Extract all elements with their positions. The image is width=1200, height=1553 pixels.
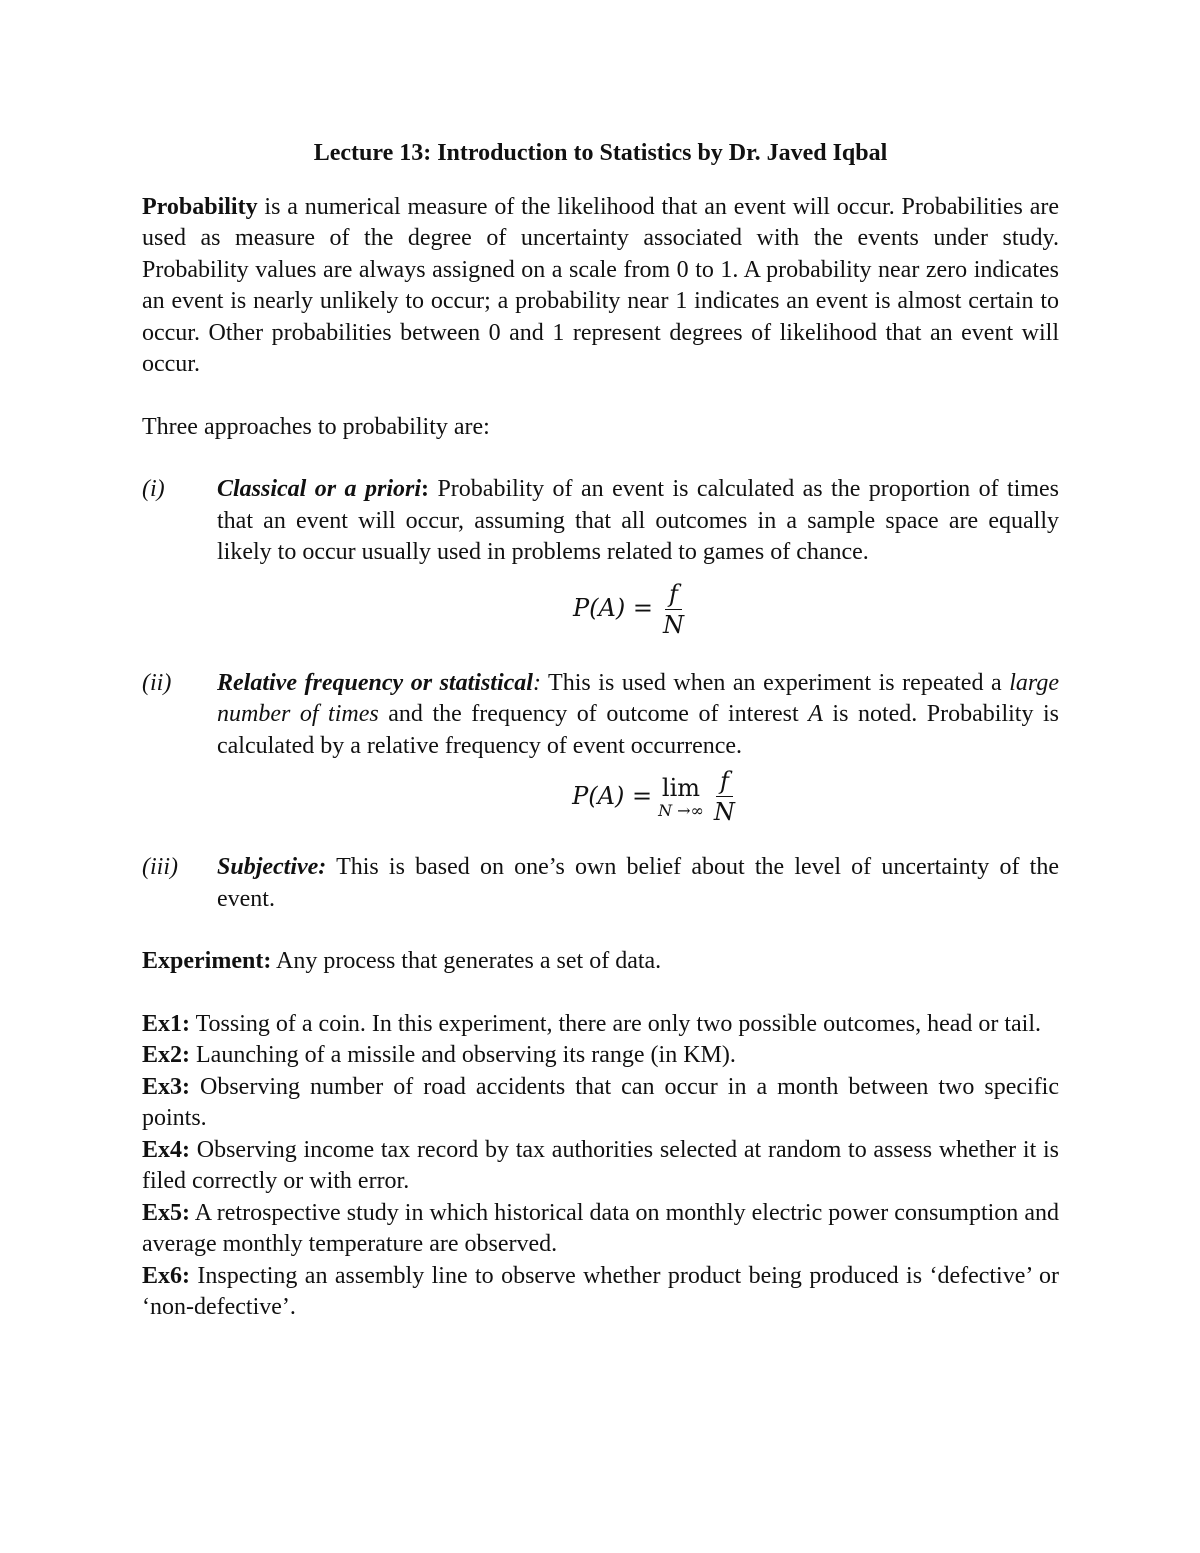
- experiment-text: Any process that generates a set of data.: [271, 948, 662, 974]
- example-item: [142, 1261, 1059, 1324]
- formula-classical: [142, 579, 1059, 643]
- example-text: A retrospective study in which historical data on monthly electric power consumption and average monthly temperature are observed.: [142, 1199, 1059, 1257]
- approach-item-classical: [142, 474, 1059, 569]
- example-item: [142, 1040, 1059, 1072]
- formula-limit: [658, 774, 704, 820]
- formula-numerator: f: [716, 766, 733, 797]
- formula-lim-subscript: N →∞: [658, 800, 704, 820]
- approach-number: (iii): [142, 854, 178, 880]
- formula-relative-frequency: [142, 766, 1059, 832]
- approach-term: Classical or a priori: [217, 476, 422, 502]
- approach-text: is noted. Probability is calculated by a relative frequency of event occurrence.: [217, 701, 1060, 759]
- approach-term: Relative frequency or statistical: [217, 669, 533, 696]
- approaches-heading: Three approaches to probability are:: [142, 413, 490, 440]
- example-item: [142, 1072, 1059, 1135]
- example-label: Ex3:: [142, 1073, 190, 1100]
- formula-lim-text: lim: [661, 773, 701, 802]
- formula-numerator: f: [665, 579, 682, 610]
- approach-text: This is used when an experiment is repeated a: [540, 669, 1010, 696]
- document-page: [142, 138, 1059, 1324]
- approach-text-italic: large number of times: [217, 669, 1059, 727]
- example-text: Observing number of road accidents that can occur in a month between two specific points.: [142, 1073, 1059, 1131]
- approach-text: This is based on one’s own belief about the level of uncertainty of the event.: [217, 854, 1059, 912]
- page-title: Lecture 13: Introduction to Statistics by Dr. Javed Iqbal: [313, 140, 888, 166]
- approach-number: (i): [142, 476, 165, 502]
- intro-paragraph: [142, 192, 1059, 381]
- experiment-term: Experiment:: [142, 948, 272, 974]
- example-label: Ex2:: [142, 1042, 190, 1068]
- example-text: Inspecting an assembly line to observe whether product being produced is ‘defective’ or ‘non-defective’.: [142, 1262, 1059, 1320]
- example-label: Ex4:: [142, 1136, 190, 1163]
- approach-variable: A: [808, 701, 823, 727]
- approach-text: Probability of an event is calculated as the proportion of times that an event will occur, assuming that all outcomes in a sample space are equally likely to occur usually used in problems related to games of chance.: [217, 476, 1059, 565]
- approach-number: (ii): [142, 669, 172, 696]
- intro-text: is a numerical measure of the likelihood that an event will occur. Probabilities are used as measure of the degree of uncertainty associated with the events under study. Probability values are always assigned on a scale from 0 to 1. A probability near zero indicates an event is nearly unlikely to occur; a probability near 1 indicates an event is almost certain to occur. Other probabilities between 0 and 1 represent degrees of likelihood that an event will occur.: [142, 193, 1059, 377]
- example-label: Ex5:: [142, 1199, 190, 1226]
- example-text: Launching of a missile and observing its range (in KM).: [190, 1042, 736, 1068]
- example-label: Ex6:: [142, 1262, 190, 1289]
- formula-lhs: P(A) =: [573, 594, 653, 623]
- approach-item-relative-frequency: [142, 668, 1059, 763]
- experiment-definition: [142, 946, 1059, 978]
- example-label: Ex1:: [142, 1010, 190, 1037]
- approach-term: Subjective:: [217, 854, 327, 880]
- example-text: Tossing of a coin. In this experiment, there are only two possible outcomes, head or tail.: [190, 1010, 1042, 1037]
- approach-colon: :: [532, 669, 541, 696]
- formula-lhs: P(A) =: [572, 781, 653, 810]
- example-text: Observing income tax record by tax authorities selected at random to assess whether it is filed correctly or with error.: [142, 1136, 1059, 1194]
- approach-text: and the frequency of outcome of interest: [378, 701, 809, 727]
- formula-denominator: N: [662, 610, 684, 639]
- formula-fraction: [659, 579, 688, 640]
- formula-denominator: N: [713, 798, 735, 826]
- example-item: [142, 1009, 1059, 1041]
- approach-item-subjective: [142, 852, 1059, 915]
- intro-term: Probability: [142, 193, 258, 220]
- formula-fraction: [710, 766, 739, 827]
- example-item: [142, 1135, 1059, 1198]
- example-item: [142, 1198, 1059, 1261]
- approach-colon: :: [421, 476, 430, 502]
